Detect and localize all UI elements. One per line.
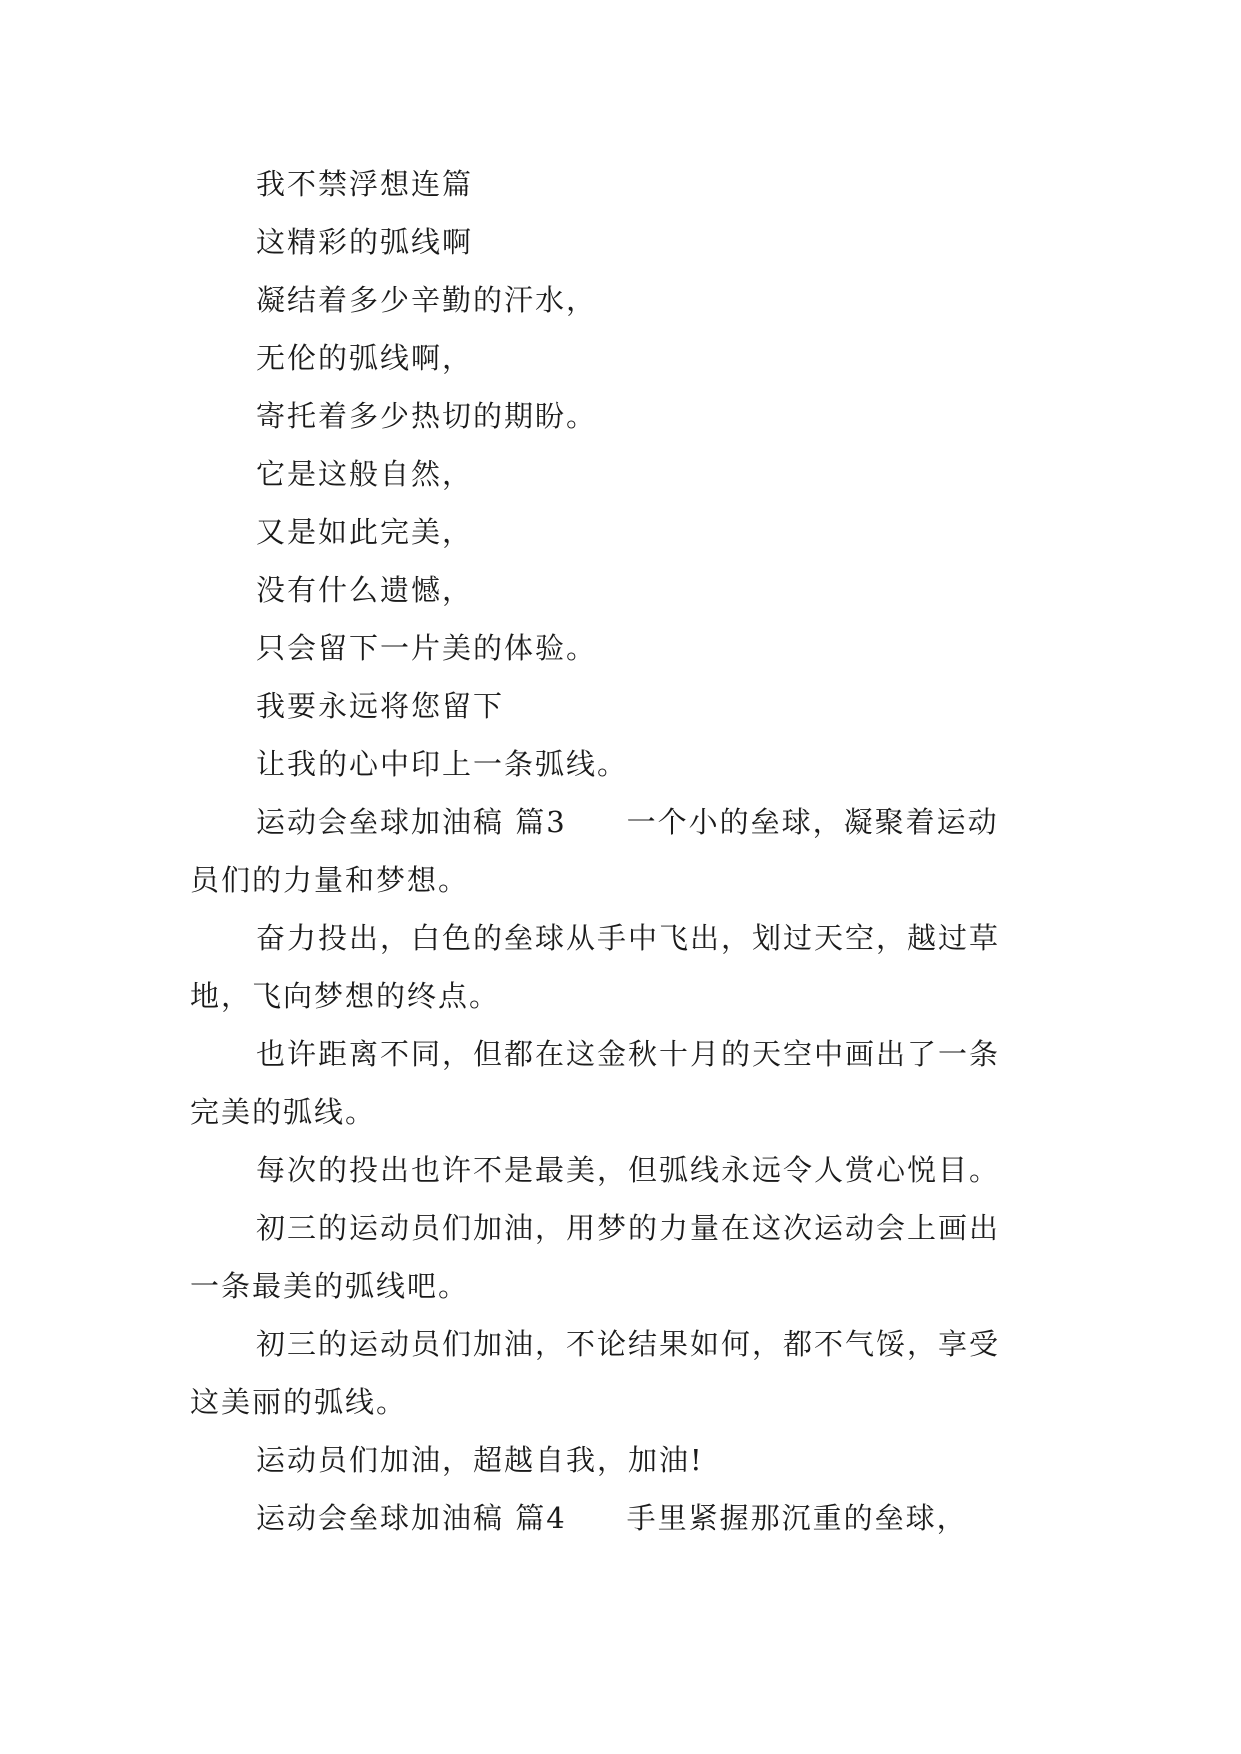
section-3-heading: 运动会垒球加油稿 篇3 (256, 805, 567, 839)
poem-line: 无伦的弧线啊， (256, 341, 474, 375)
paragraph-first-line: 运动员们加油，超越自我，加油! (256, 1443, 704, 1477)
section-4-first-line: 手里紧握那沉重的垒球， (626, 1501, 968, 1535)
paragraph (190, 1431, 1090, 1489)
section-4-paragraph (190, 1489, 1090, 1547)
section-3-paragraph (190, 793, 1090, 909)
paragraph-first-line: 也许距离不同，但都在这金秋十月的天空中画出了一条 (256, 1037, 1001, 1071)
poem-line: 让我的心中印上一条弧线。 (256, 747, 629, 781)
poem-line: 寄托着多少热切的期盼。 (256, 399, 598, 433)
paragraph (190, 1025, 1090, 1141)
document-body (190, 155, 1090, 1547)
paragraph-continuation: 完美的弧线。 (190, 1095, 377, 1129)
section-3-continuation: 员们的力量和梦想。 (190, 863, 470, 897)
paragraph (190, 1199, 1090, 1315)
poem-line: 这精彩的弧线啊 (256, 225, 474, 259)
poem-line: 我不禁浮想连篇 (256, 167, 474, 201)
poem-line: 又是如此完美， (256, 515, 474, 549)
paragraph-first-line: 初三的运动员们加油，不论结果如何，都不气馁，享受 (256, 1327, 1001, 1361)
paragraph-continuation: 地，飞向梦想的终点。 (190, 979, 501, 1013)
paragraph-continuation: 这美丽的弧线。 (190, 1385, 408, 1419)
poem-line: 只会留下一片美的体验。 (256, 631, 598, 665)
paragraph (190, 1141, 1090, 1199)
poem-line: 我要永远将您留下 (256, 689, 505, 723)
paragraph-first-line: 奋力投出，白色的垒球从手中飞出，划过天空，越过草 (256, 921, 1001, 955)
section-3-first-line: 一个小的垒球，凝聚着运动 (626, 805, 999, 839)
poem-line: 没有什么遗憾， (256, 573, 474, 607)
paragraph (190, 909, 1090, 1025)
paragraph (190, 1315, 1090, 1431)
poem-line: 凝结着多少辛勤的汗水， (256, 283, 598, 317)
paragraph-first-line: 初三的运动员们加油，用梦的力量在这次运动会上画出 (256, 1211, 1001, 1245)
paragraph-continuation: 一条最美的弧线吧。 (190, 1269, 470, 1303)
poem-line: 它是这般自然， (256, 457, 474, 491)
paragraph-first-line: 每次的投出也许不是最美，但弧线永远令人赏心悦目。 (256, 1153, 1001, 1187)
section-4-heading: 运动会垒球加油稿 篇4 (256, 1501, 567, 1535)
